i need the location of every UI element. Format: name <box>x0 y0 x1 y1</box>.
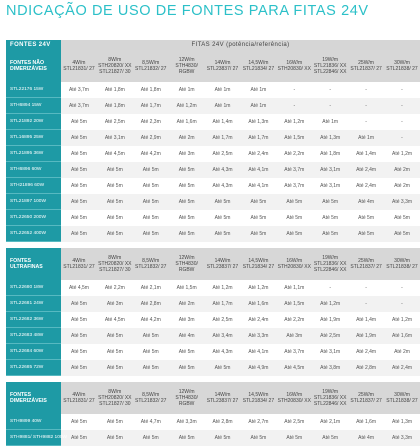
column-header: 14,5W/m STL21834/ 27 <box>240 382 276 414</box>
table-cell: Até 5m <box>61 312 97 328</box>
table-cell: Até 5m <box>97 344 133 360</box>
table-cell: Até 5m <box>133 194 169 210</box>
table-cell: Até 1m <box>205 82 241 98</box>
table-cell: Até 5m <box>133 210 169 226</box>
table-cell: Até 1,8m <box>133 82 169 98</box>
table-cell: Até 5m <box>240 210 276 226</box>
table-cell: Até 3,3m <box>169 414 205 430</box>
table-cell: Até 4,1m <box>240 178 276 194</box>
table-row <box>6 312 420 328</box>
table-cell: Até 1,5m <box>276 296 312 312</box>
table-cell: - <box>384 296 420 312</box>
column-header: 4W/m STL21831/ 27 <box>61 248 97 280</box>
table-cell: Até 2m <box>384 178 420 194</box>
table-cell: Até 1,7m <box>205 296 241 312</box>
table-cell: Até 5m <box>133 344 169 360</box>
section-header-row <box>6 248 420 280</box>
table-cell: Até 2,8m <box>133 296 169 312</box>
table-cell: Até 2m <box>384 344 420 360</box>
column-header: 12W/m STH4830/ RGBW <box>169 248 205 280</box>
column-header: 25W/m STL21837/ 27 <box>348 382 384 414</box>
table-cell: Até 3m <box>169 312 205 328</box>
column-header: 8W/m STH20820/ XX STL21827/ 30 <box>97 382 133 414</box>
table-cell: Até 5m <box>61 344 97 360</box>
row-label: STL21897 100W <box>6 194 61 210</box>
table-row <box>6 210 420 226</box>
column-header: 19W/m STL21836/ XX STL22846/ XX <box>312 50 348 82</box>
table-cell: Até 2,5m <box>205 312 241 328</box>
table-cell: Até 2,7m <box>240 414 276 430</box>
table-cell: Até 2,4m <box>384 360 420 376</box>
table-row <box>6 162 420 178</box>
row-label: STH6894 15W <box>6 98 61 114</box>
table-cell: Até 4m <box>169 328 205 344</box>
row-label: STL22176 15W <box>6 82 61 98</box>
table-cell: Até 3,1m <box>312 344 348 360</box>
column-header: 25W/m STL21837/ 27 <box>348 248 384 280</box>
table-cell: Até 5m <box>205 360 241 376</box>
table-cell: Até 5m <box>169 194 205 210</box>
table-cell: Até 5m <box>97 360 133 376</box>
table-cell: Até 5m <box>61 328 97 344</box>
table-cell: Até 2,2m <box>97 280 133 296</box>
table-cell: Até 5m <box>97 194 133 210</box>
table-cell: Até 1,2m <box>276 114 312 130</box>
column-header: 14W/m STL23837/ 27 <box>205 382 241 414</box>
table-cell: Até 5m <box>276 194 312 210</box>
table-cell: Até 5m <box>61 226 97 242</box>
table-cell: Até 1,2m <box>240 280 276 296</box>
table-cell: Até 3m <box>97 296 133 312</box>
column-header: 8,5W/m STL21832/ 27 <box>133 382 169 414</box>
table-row <box>6 226 420 242</box>
table-cell: Até 5m <box>205 226 241 242</box>
table-row <box>6 414 420 430</box>
table-cell: Até 4,7m <box>133 414 169 430</box>
table-cell: Até 5m <box>312 210 348 226</box>
table-cell: Até 2,3m <box>133 114 169 130</box>
row-label: STL22684 60W <box>6 344 61 360</box>
table-cell: Até 1,2m <box>205 280 241 296</box>
table-cell: Até 1,2m <box>169 98 205 114</box>
table-cell: Até 1,2m <box>312 296 348 312</box>
row-label: STL21895 36W <box>6 146 61 162</box>
table-cell: Até 2m <box>169 296 205 312</box>
table-row <box>6 130 420 146</box>
table-cell: Até 3m <box>276 328 312 344</box>
table-cell: - <box>384 82 420 98</box>
table-cell: Até 5m <box>61 414 97 430</box>
table-cell: Até 2,2m <box>276 312 312 328</box>
table-cell: Até 4,5m <box>97 312 133 328</box>
table-row <box>6 296 420 312</box>
table-cell: Até 1,8m <box>97 98 133 114</box>
table-cell: Até 3,7m <box>61 98 97 114</box>
compatibility-table <box>6 50 420 446</box>
table-cell: Até 2,1m <box>133 280 169 296</box>
strip-group-label: FITAS 24V (potência/referência) <box>61 40 420 50</box>
column-header: 8,5W/m STL21832/ 27 <box>133 248 169 280</box>
table-row <box>6 146 420 162</box>
column-header: 14,5W/m STL21834/ 27 <box>240 50 276 82</box>
table-cell: Até 5m <box>61 194 97 210</box>
table-cell: Até 5m <box>133 226 169 242</box>
table-cell: Até 4,9m <box>240 360 276 376</box>
table-cell: Até 5m <box>169 226 205 242</box>
table-cell: - <box>312 98 348 114</box>
column-header: 30W/m STL21838/ 27 <box>384 50 420 82</box>
table-row <box>6 344 420 360</box>
table-cell: Até 1,5m <box>169 280 205 296</box>
section-header-row <box>6 382 420 414</box>
table-cell: Até 1,4m <box>205 114 241 130</box>
table-cell: Até 3,3m <box>384 194 420 210</box>
table-cell: - <box>276 98 312 114</box>
table-cell: Até 4,5m <box>97 146 133 162</box>
table-cell: Até 5m <box>97 414 133 430</box>
table-cell: Até 5m <box>384 210 420 226</box>
table-cell: - <box>348 296 384 312</box>
row-label: STL22685 72W <box>6 360 61 376</box>
table-cell: Até 3,4m <box>205 328 241 344</box>
table-cell: Até 1,6m <box>169 114 205 130</box>
column-header: 14W/m STL23837/ 27 <box>205 50 241 82</box>
table-cell: Até 3,1m <box>97 130 133 146</box>
table-cell: Até 2,1m <box>312 414 348 430</box>
row-label: STH9881/ STH9882 100W <box>6 430 61 446</box>
table-cell: Até 1,7m <box>240 130 276 146</box>
table-cell: Até 2,5m <box>97 114 133 130</box>
row-label: STH21896 60W <box>6 178 61 194</box>
table-cell: Até 1m <box>205 98 241 114</box>
table-cell: Até 4,1m <box>240 344 276 360</box>
table-cell: Até 1,7m <box>205 130 241 146</box>
table-cell: Até 5m <box>133 328 169 344</box>
column-header: 12W/m STH4830/ RGBW <box>169 50 205 82</box>
row-label: STL16895 25W <box>6 130 61 146</box>
table-cell: Até 1m <box>240 98 276 114</box>
table-cell: Até 5m <box>169 344 205 360</box>
column-header: 14W/m STL23837/ 27 <box>205 248 241 280</box>
column-header: 12W/m STH4830/ RGBW <box>169 382 205 414</box>
table-cell: Até 5m <box>61 146 97 162</box>
column-header: 14,5W/m STL21834/ 27 <box>240 248 276 280</box>
column-header: 30W/m STL21838/ 27 <box>384 248 420 280</box>
table-cell: Até 1,3m <box>312 130 348 146</box>
table-cell: Até 3,3m <box>240 328 276 344</box>
table-cell: Até 5m <box>169 430 205 446</box>
table-cell: Até 5m <box>240 430 276 446</box>
table-cell: Até 1,2m <box>384 312 420 328</box>
table-cell: Até 5m <box>97 162 133 178</box>
table-cell: Até 5m <box>169 178 205 194</box>
table-cell: Até 5m <box>312 194 348 210</box>
section-header-label: FONTES NÃO DIMERIZÁVEIS <box>6 50 61 82</box>
table-cell: Até 2,4m <box>348 344 384 360</box>
table-cell: Até 2,4m <box>348 162 384 178</box>
table-cell: Até 1,1m <box>276 280 312 296</box>
table-cell: Até 1,8m <box>312 146 348 162</box>
table-cell: Até 4,3m <box>205 178 241 194</box>
table-cell: Até 4m <box>348 194 384 210</box>
table-cell: Até 5m <box>169 210 205 226</box>
page-title: NDICAÇÃO DE USO DE FONTES PARA FITAS 24V <box>6 3 369 19</box>
table-cell: Até 1,4m <box>348 146 384 162</box>
table-cell: Até 1m <box>169 82 205 98</box>
power-supply-group-label: FONTES 24V <box>6 40 61 50</box>
table-cell: - <box>348 98 384 114</box>
table-cell: Até 5m <box>61 430 97 446</box>
row-label: STH6896 60W <box>6 162 61 178</box>
table-cell: Até 1,3m <box>240 114 276 130</box>
table-cell: Até 1,8m <box>97 82 133 98</box>
table-cell: Até 5m <box>169 162 205 178</box>
table-cell: Até 4,2m <box>133 146 169 162</box>
table-cell: Até 2,4m <box>240 146 276 162</box>
table-row <box>6 430 420 446</box>
table-cell: Até 2,5m <box>205 146 241 162</box>
table-cell: Até 2,4m <box>348 178 384 194</box>
table-cell: Até 2m <box>169 130 205 146</box>
table-cell: - <box>384 98 420 114</box>
table-cell: Até 5m <box>276 210 312 226</box>
table-cell: Até 5m <box>133 178 169 194</box>
table-cell: Até 3,1m <box>312 178 348 194</box>
table-cell: Até 4,1m <box>240 162 276 178</box>
table-cell: Até 2,9m <box>133 130 169 146</box>
table-topbar <box>6 40 420 50</box>
table-cell: Até 1m <box>312 114 348 130</box>
table-cell: Até 1,2m <box>384 146 420 162</box>
table-cell: Até 2,5m <box>276 414 312 430</box>
table-cell: Até 5m <box>348 226 384 242</box>
table-cell: Até 5m <box>61 162 97 178</box>
table-cell: - <box>276 82 312 98</box>
table-cell: Até 3,8m <box>312 360 348 376</box>
table-cell: - <box>384 114 420 130</box>
column-header: 16W/m STH20830/ XX <box>276 50 312 82</box>
section-header-row <box>6 50 420 82</box>
table-cell: Até 5m <box>61 296 97 312</box>
table-cell: Até 5m <box>97 210 133 226</box>
table-cell: Até 3m <box>169 146 205 162</box>
table-cell: Até 5m <box>240 194 276 210</box>
row-label: STL22650 200W <box>6 210 61 226</box>
table-cell: Até 4m <box>348 430 384 446</box>
table-row <box>6 280 420 296</box>
row-label: STL21892 20W <box>6 114 61 130</box>
table-cell: Até 1,9m <box>312 312 348 328</box>
table-cell: Até 5m <box>205 194 241 210</box>
table-cell: - <box>312 82 348 98</box>
column-header: 16W/m STH20830/ XX <box>276 248 312 280</box>
row-label: STL22680 18W <box>6 280 61 296</box>
table-cell: Até 5m <box>169 360 205 376</box>
table-cell: - <box>348 114 384 130</box>
table-cell: Até 5m <box>276 430 312 446</box>
table-cell: Até 3,7m <box>61 82 97 98</box>
table-cell: Até 3,7m <box>276 344 312 360</box>
compatibility-table-wrapper <box>6 40 420 446</box>
table-cell: Até 5m <box>276 226 312 242</box>
table-cell: Até 5m <box>61 210 97 226</box>
table-cell: Até 5m <box>205 430 241 446</box>
table-cell: Até 3,3m <box>384 430 420 446</box>
table-cell: - <box>348 280 384 296</box>
table-cell: Até 2,8m <box>348 360 384 376</box>
table-cell: Até 1,6m <box>348 414 384 430</box>
row-label: STH9899 40W <box>6 414 61 430</box>
table-row <box>6 114 420 130</box>
table-cell: Até 3,1m <box>312 162 348 178</box>
column-header: 19W/m STL21836/ XX STL22846/ XX <box>312 248 348 280</box>
section-header-label: FONTES ULTRAFINAS <box>6 248 61 280</box>
table-cell: Até 4,3m <box>205 344 241 360</box>
table-cell: Até 1,7m <box>133 98 169 114</box>
table-cell: Até 1,6m <box>384 328 420 344</box>
table-row <box>6 98 420 114</box>
row-label: STL22652 400W <box>6 226 61 242</box>
row-label: STL22682 36W <box>6 312 61 328</box>
table-cell: Até 3,7m <box>276 178 312 194</box>
table-cell: Até 1,6m <box>240 296 276 312</box>
table-cell: - <box>312 280 348 296</box>
table-cell: Até 5m <box>97 430 133 446</box>
table-cell: Até 1,3m <box>384 414 420 430</box>
table-cell: Até 5m <box>61 178 97 194</box>
table-cell: Até 1,9m <box>348 328 384 344</box>
table-cell: Até 4,2m <box>133 312 169 328</box>
table-cell: Até 5m <box>348 210 384 226</box>
table-cell: Até 5m <box>133 360 169 376</box>
table-cell: Até 1m <box>348 130 384 146</box>
table-cell: - <box>384 130 420 146</box>
column-header: 30W/m STL21838/ 27 <box>384 382 420 414</box>
table-cell: Até 1,4m <box>348 312 384 328</box>
column-header: 16W/m STH20830/ XX <box>276 382 312 414</box>
table-cell: Até 2,4m <box>240 312 276 328</box>
column-header: 8W/m STH20820/ XX STL21827/ 30 <box>97 50 133 82</box>
row-label: STL22683 48W <box>6 328 61 344</box>
table-cell: Até 3,7m <box>276 162 312 178</box>
column-header: 4W/m STL21831/ 27 <box>61 382 97 414</box>
table-cell: Até 1,5m <box>276 130 312 146</box>
table-cell: Até 5m <box>133 162 169 178</box>
table-cell: Até 2,5m <box>312 328 348 344</box>
section-header-label: FONTES DIMERIZÁVEIS <box>6 382 61 414</box>
table-row <box>6 328 420 344</box>
table-row <box>6 178 420 194</box>
table-cell: Até 5m <box>133 430 169 446</box>
table-row <box>6 82 420 98</box>
table-row <box>6 360 420 376</box>
column-header: 8W/m STH20820/ XX STL21827/ 30 <box>97 248 133 280</box>
row-label: STL22681 24W <box>6 296 61 312</box>
table-cell: Até 4,5m <box>61 280 97 296</box>
table-cell: Até 2,2m <box>276 146 312 162</box>
table-cell: Até 5m <box>384 226 420 242</box>
table-cell: Até 1m <box>240 82 276 98</box>
table-cell: Até 2,8m <box>205 414 241 430</box>
table-cell: Até 5m <box>312 226 348 242</box>
table-cell: Até 5m <box>97 328 133 344</box>
table-cell: Até 5m <box>97 226 133 242</box>
table-cell: Até 5m <box>205 210 241 226</box>
table-cell: - <box>348 82 384 98</box>
column-header: 8,5W/m STL21832/ 27 <box>133 50 169 82</box>
table-cell: Até 2m <box>384 162 420 178</box>
table-cell: Até 5m <box>61 360 97 376</box>
table-cell: Até 4,5m <box>276 360 312 376</box>
table-cell: Até 5m <box>312 430 348 446</box>
column-header: 19W/m STL21836/ XX STL22846/ XX <box>312 382 348 414</box>
table-cell: Até 5m <box>61 114 97 130</box>
table-cell: Até 4,3m <box>205 162 241 178</box>
table-cell: Até 5m <box>97 178 133 194</box>
column-header: 4W/m STL21831/ 27 <box>61 50 97 82</box>
table-cell: - <box>384 280 420 296</box>
table-cell: Até 5m <box>240 226 276 242</box>
table-cell: Até 5m <box>61 130 97 146</box>
table-row <box>6 194 420 210</box>
column-header: 25W/m STL21837/ 27 <box>348 50 384 82</box>
